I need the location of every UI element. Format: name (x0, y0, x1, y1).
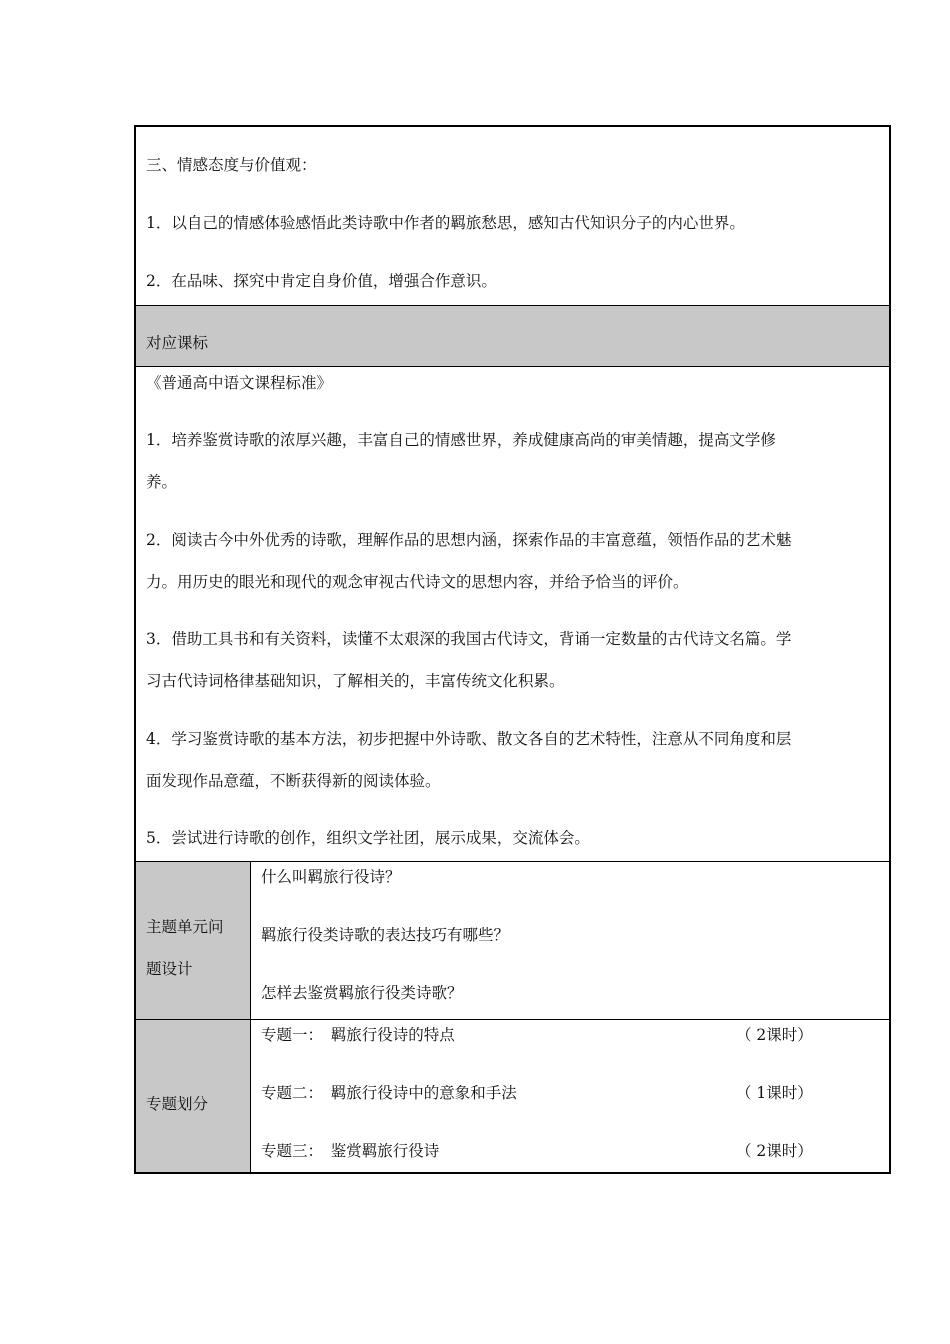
unit-questions-label-line1: 主题单元问 (146, 918, 224, 936)
emotion-item-1: 1．以自己的情感体验感悟此类诗歌中作者的羁旅愁思，感知古代知识分子的内心世界。 (146, 214, 745, 232)
topic-1-hours: （ 2课时） (736, 1026, 813, 1044)
standard-item-2-line2: 力。用历史的眼光和现代的观念审视古代诗文的思想内容，并给予恰当的评价。 (146, 573, 689, 591)
topics-label-cell (136, 1020, 251, 1172)
standards-source: 《普通高中语文课程标准》 (146, 374, 333, 392)
topic-3-hours: （ 2课时） (736, 1142, 813, 1160)
standard-item-3-line1: 3．借助工具书和有关资料，读懂不太艰深的我国古代诗文，背诵一定数量的古代诗文名篇。学 (146, 630, 792, 648)
unit-questions-row (136, 862, 889, 1020)
question-1: 什么叫羁旅行役诗？ (261, 868, 401, 886)
standards-header: 对应课标 (146, 334, 209, 352)
unit-questions-label-line2: 题设计 (146, 960, 193, 978)
unit-questions-content-cell (251, 862, 889, 1019)
topic-2-hours: （ 1课时） (736, 1084, 813, 1102)
standard-item-4-line2: 面发现作品意蕴，不断获得新的阅读体验。 (146, 772, 441, 790)
standard-item-3-line2: 习古代诗词格律基础知识，了解相关的，丰富传统文化积累。 (146, 672, 565, 690)
topics-content-cell (251, 1020, 889, 1172)
standard-item-1-line2: 养。 (146, 473, 178, 491)
topic-3-name: 专题三： 鉴赏羁旅行役诗 (261, 1142, 440, 1160)
standard-item-2-line1: 2．阅读古今中外优秀的诗歌，理解作品的思想内涵，探索作品的丰富意蕴，领悟作品的艺术魅 (146, 531, 792, 549)
standard-item-5-line1: 5．尝试进行诗歌的创作，组织文学社团，展示成果，交流体会。 (146, 829, 590, 847)
emotion-heading: 三、情感态度与价值观： (146, 156, 317, 174)
topics-label: 专题划分 (146, 1095, 209, 1113)
question-2: 羁旅行役类诗歌的表达技巧有哪些？ (261, 926, 510, 944)
topic-2-name: 专题二： 羁旅行役诗中的意象和手法 (261, 1084, 517, 1102)
question-3: 怎样去鉴赏羁旅行役类诗歌？ (261, 984, 463, 1002)
standard-item-1-line1: 1．培养鉴赏诗歌的浓厚兴趣，丰富自己的情感世界，养成健康高尚的审美情趣，提高文学修 (146, 431, 776, 449)
standards-section (136, 367, 889, 862)
emotion-item-2: 2．在品味、探究中肯定自身价值，增强合作意识。 (146, 272, 497, 290)
standard-item-4-line1: 4．学习鉴赏诗歌的基本方法，初步把握中外诗歌、散文各自的艺术特性，注意从不同角度和层 (146, 730, 792, 748)
emotion-values-section (136, 127, 889, 306)
topic-1-name: 专题一： 羁旅行役诗的特点 (261, 1026, 455, 1044)
unit-questions-label-cell (136, 862, 251, 1019)
topics-row (136, 1020, 889, 1172)
lesson-plan-table (134, 125, 891, 1174)
standards-header-row (136, 306, 889, 367)
